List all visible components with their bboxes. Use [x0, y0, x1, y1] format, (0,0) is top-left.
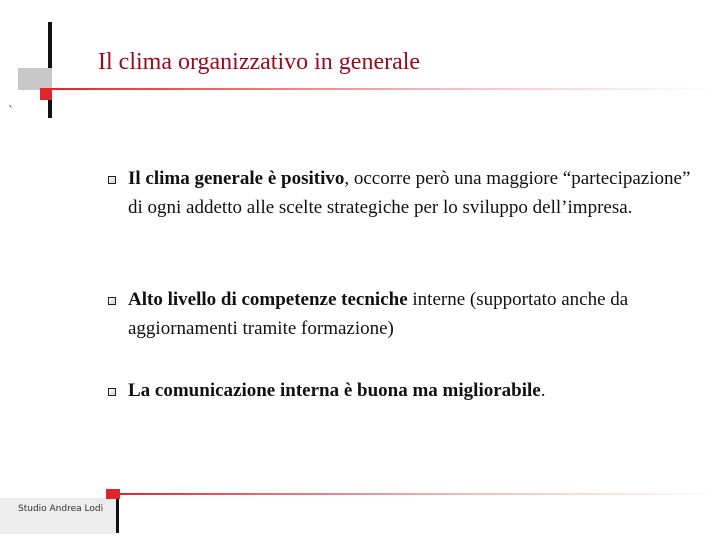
footer-vertical-bar	[116, 493, 119, 533]
square-bullet-icon	[108, 176, 116, 184]
bullet-item	[108, 164, 700, 251]
title-underline	[52, 88, 720, 90]
bullet-bold-text: Alto livello di competenze tecniche	[128, 289, 408, 310]
bullet-item	[108, 285, 700, 343]
bullet-text: , occorre però una maggiore “partecipazione” di ogni addetto alle scelte strategiche per lo sviluppo dell’impresa.	[128, 168, 691, 218]
bullet-bold-text: La comunicazione interna è buona ma migliorabile	[128, 380, 541, 401]
footer-credit: Studio Andrea Lodi	[18, 504, 104, 514]
square-bullet-icon	[108, 388, 116, 396]
square-bullet-icon	[108, 297, 116, 305]
bullet-list	[108, 164, 700, 405]
slide-title: Il clima organizzativo in generale	[98, 49, 421, 75]
bullet-text: .	[540, 380, 546, 401]
bullet-item	[108, 376, 700, 405]
stray-mark: `	[8, 104, 14, 118]
bullet-bold-text: Il clima generale è positivo	[128, 168, 345, 189]
decorative-red-square	[40, 88, 52, 100]
footer-red-square	[106, 489, 120, 499]
decorative-gray-block	[18, 68, 52, 90]
footer-line	[119, 493, 720, 495]
bullet-text: interne (supportato anche da aggiornamenti tramite formazione)	[128, 289, 629, 339]
